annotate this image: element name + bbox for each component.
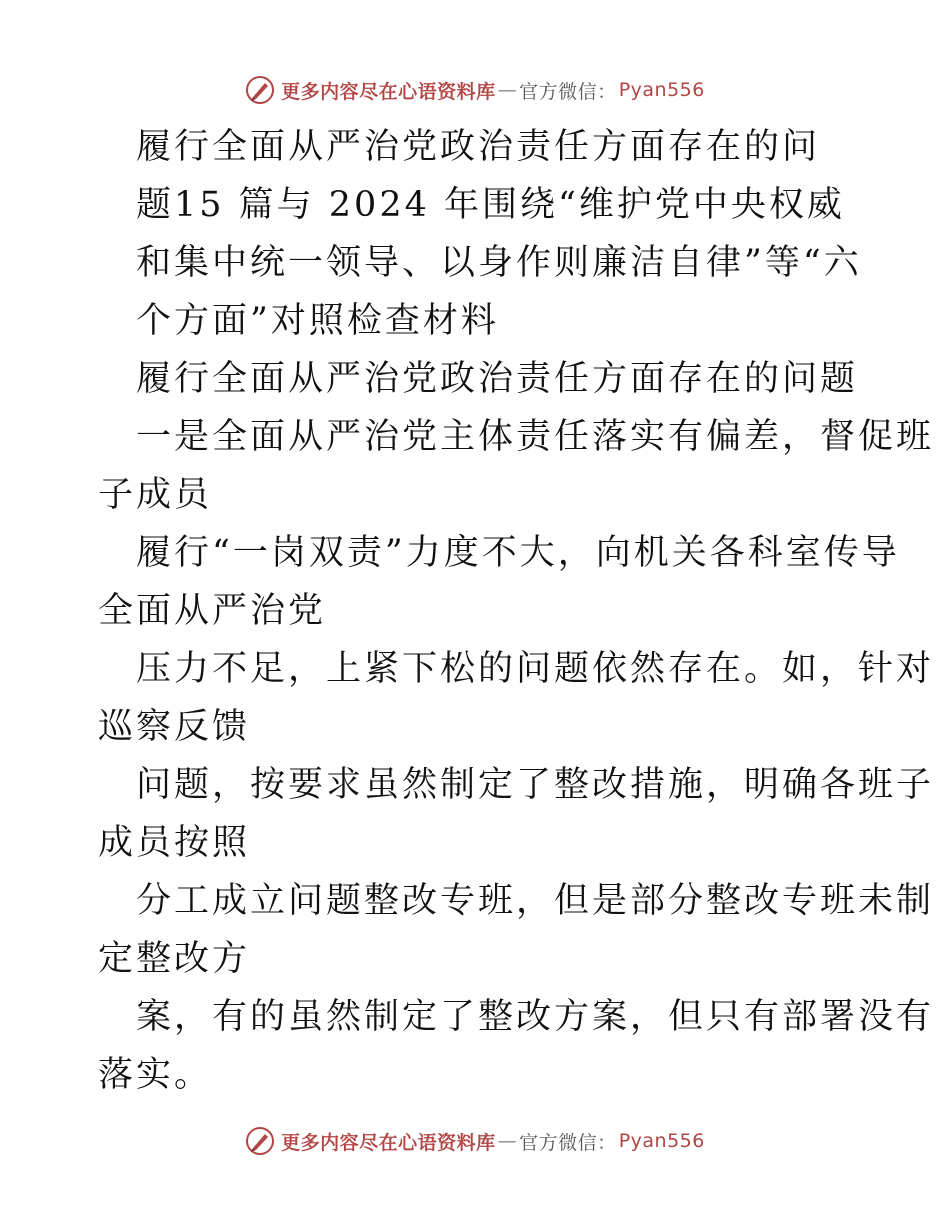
paragraph-line: 巡察反馈 [98, 707, 251, 747]
section-heading: 履行全面从严治党政治责任方面存在的问题 [136, 359, 859, 399]
paragraph-line: 案，有的虽然制定了整改方案，但只有部署没有 [136, 997, 935, 1037]
watermark-dash: — [497, 79, 518, 101]
paragraph-line: 分工成立问题整改专班，但是部分整改专班未制 [136, 881, 935, 921]
paragraph-line: 落实。 [98, 1055, 213, 1095]
paragraph-line: 压力不足，上紧下松的问题依然存在。如，针对 [136, 649, 935, 689]
paragraph-line: 全面从严治党 [98, 591, 327, 631]
title-line-2: 题15 篇与 2024 年围绕“维护党中央权威 [136, 185, 845, 225]
quill-logo-icon [245, 75, 275, 105]
watermark-header [0, 70, 950, 110]
paragraph-line: 定整改方 [98, 939, 251, 979]
paragraph-line: 问题，按要求虽然制定了整改措施，明确各班子 [136, 765, 935, 805]
quill-logo-icon [245, 1126, 275, 1156]
watermark-wechat-id: Pyan556 [618, 1130, 705, 1152]
watermark-text: 更多内容尽在心语资料库 [281, 80, 496, 103]
watermark-wechat-label: 官方微信： [519, 80, 617, 103]
watermark-text: 更多内容尽在心语资料库 [281, 1131, 496, 1154]
title-line-3: 和集中统一领导、以身作则廉洁自律”等“六 [136, 243, 862, 283]
watermark-dash: — [497, 1130, 518, 1152]
paragraph-line: 成员按照 [98, 823, 251, 863]
paragraph-line: 子成员 [98, 475, 213, 515]
title-line-1: 履行全面从严治党政治责任方面存在的问 [136, 127, 821, 167]
paragraph-line: 履行“一岗双责”力度不大，向机关各科室传导 [136, 533, 900, 573]
watermark-footer [0, 1121, 950, 1161]
watermark-wechat-id: Pyan556 [618, 79, 705, 101]
watermark-wechat-label: 官方微信： [519, 1131, 617, 1154]
title-line-4: 个方面”对照检查材料 [136, 301, 499, 341]
paragraph-line: 一是全面从严治党主体责任落实有偏差，督促班 [136, 417, 935, 457]
